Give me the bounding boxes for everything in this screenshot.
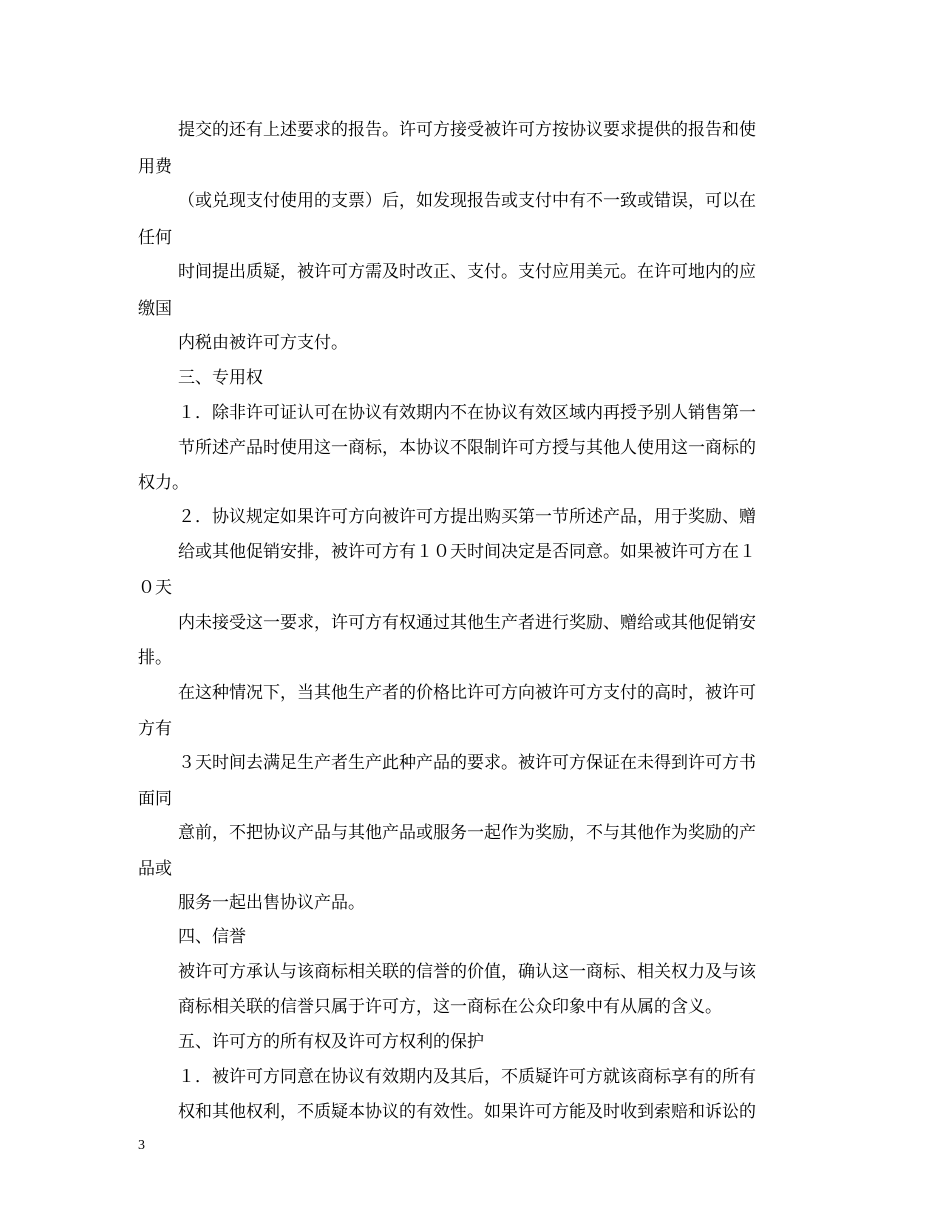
section-heading: 三、专用权 bbox=[178, 368, 263, 388]
text-line: 服务一起出售协议产品。 bbox=[178, 893, 365, 913]
text-line: 权力。 bbox=[138, 473, 189, 493]
text-line: 方有 bbox=[138, 719, 172, 739]
text-line: 给或其他促销安排，被许可方有１０天时间决定是否同意。如果被许可方在１ bbox=[178, 542, 756, 562]
text-line: 意前，不把协议产品与其他产品或服务一起作为奖励，不与其他作为奖励的产 bbox=[178, 823, 756, 843]
text-line: ２．协议规定如果许可方向被许可方提出购买第一节所述产品，用于奖励、赠 bbox=[178, 507, 756, 527]
text-line: １．被许可方同意在协议有效期内及其后，不质疑许可方就该商标享有的所有 bbox=[178, 1067, 756, 1087]
text-line: １．除非许可证认可在协议有效期内不在协议有效区域内再授予别人销售第一 bbox=[178, 403, 756, 423]
section-heading: 四、信誉 bbox=[178, 927, 246, 947]
text-line: ３天时间去满足生产者生产此种产品的要求。被许可方保证在未得到许可方书 bbox=[178, 753, 756, 773]
text-line: 内税由被许可方支付。 bbox=[178, 333, 348, 353]
text-line: 缴国 bbox=[138, 299, 172, 319]
text-line: （或兑现支付使用的支票）后，如发现报告或支付中有不一致或错误，可以在 bbox=[178, 191, 756, 211]
text-line: 权和其他权利，不质疑本协议的有效性。如果许可方能及时收到索赔和诉讼的 bbox=[178, 1102, 756, 1122]
text-line: 面同 bbox=[138, 789, 172, 809]
text-line: 任何 bbox=[138, 228, 172, 248]
text-line: 节所述产品时使用这一商标，本协议不限制许可方授与其他人使用这一商标的 bbox=[178, 438, 756, 458]
text-line: ０天 bbox=[138, 578, 172, 598]
text-line: 内未接受这一要求，许可方有权通过其他生产者进行奖励、赠给或其他促销安 bbox=[178, 613, 756, 633]
text-line: 在这种情况下，当其他生产者的价格比许可方向被许可方支付的高时，被许可 bbox=[178, 683, 756, 703]
text-line: 排。 bbox=[138, 648, 172, 668]
text-line: 提交的还有上述要求的报告。许可方接受被许可方按协议要求提供的报告和使 bbox=[178, 120, 756, 140]
text-line: 用费 bbox=[138, 157, 172, 177]
section-heading: 五、许可方的所有权及许可方权利的保护 bbox=[178, 1032, 484, 1052]
text-line: 被许可方承认与该商标相关联的信誉的价值，确认这一商标、相关权力及与该 bbox=[178, 962, 756, 982]
page-number: 3 bbox=[138, 1138, 145, 1153]
text-line: 时间提出质疑，被许可方需及时改正、支付。支付应用美元。在许可地内的应 bbox=[178, 262, 756, 282]
text-line: 品或 bbox=[138, 859, 172, 879]
text-line: 商标相关联的信誉只属于许可方，这一商标在公众印象中有从属的含义。 bbox=[178, 997, 722, 1017]
